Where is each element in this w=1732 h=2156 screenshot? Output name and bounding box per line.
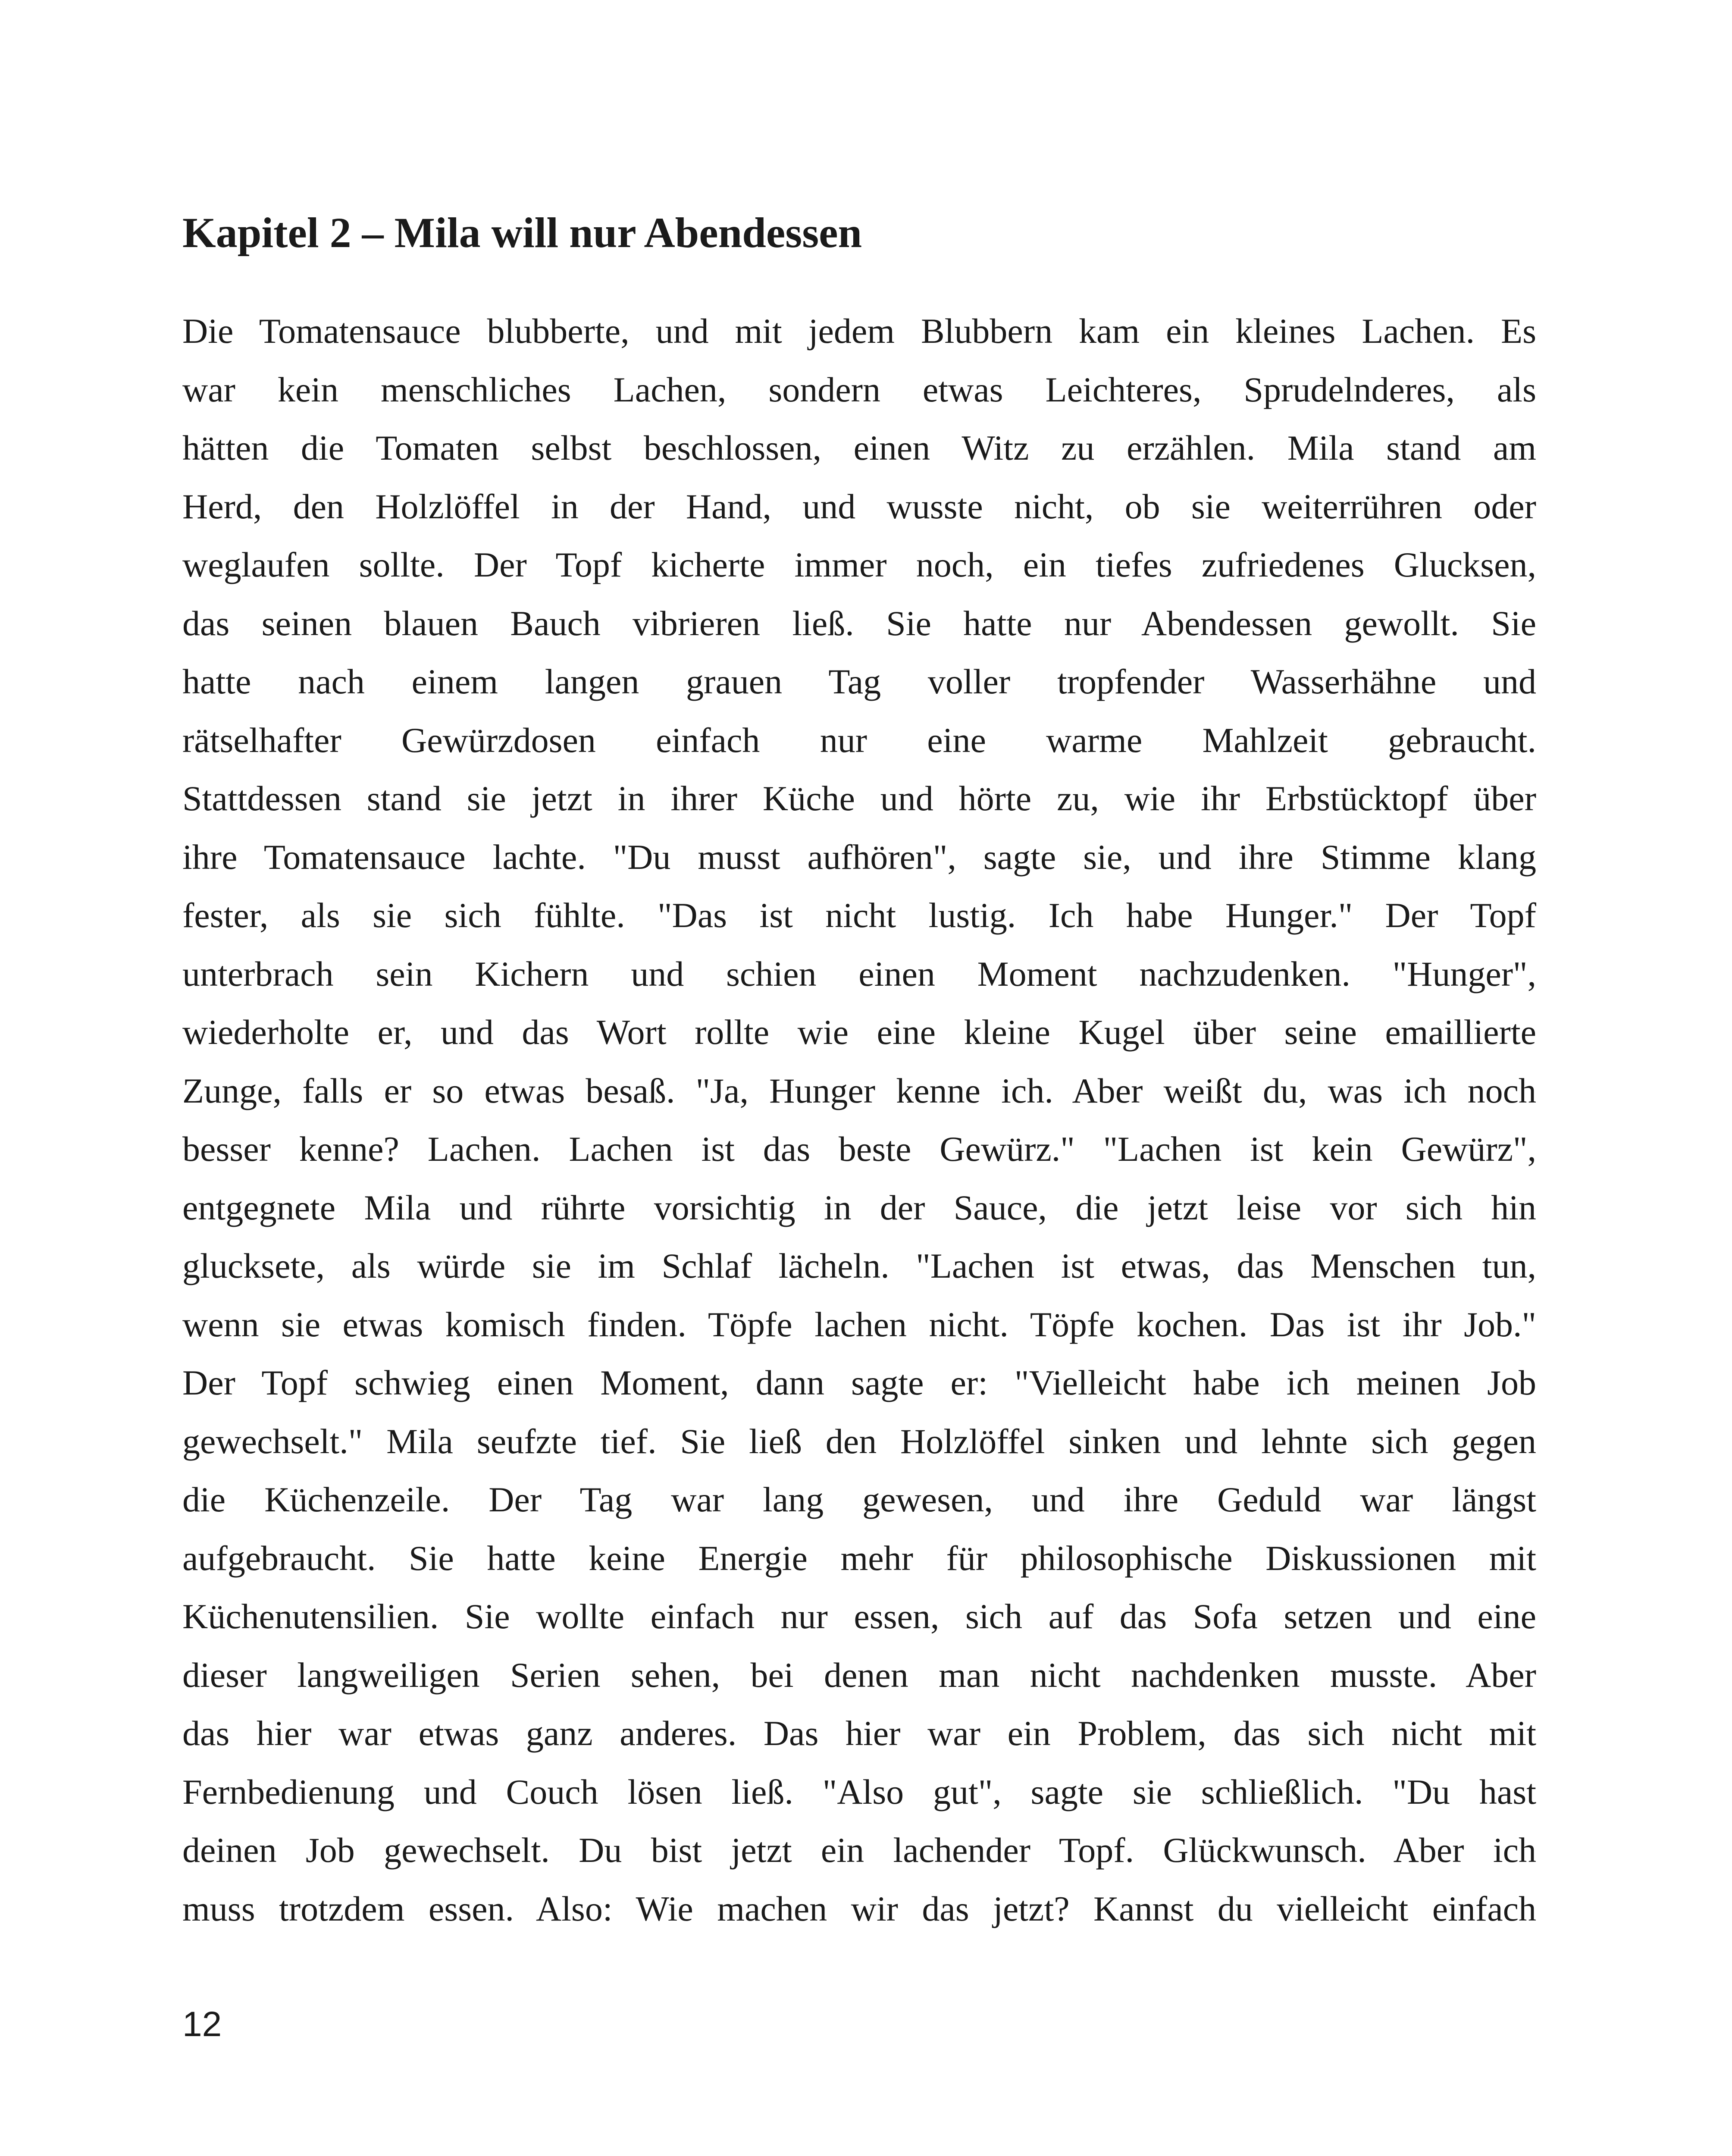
text-line: Fernbedienung und Couch lösen ließ. "Also gut", sagte sie schließlich. "Du hast <box>182 1772 1536 1811</box>
text-line: aufgebraucht. Sie hatte keine Energie mehr für philosophische Diskussionen mit <box>182 1538 1536 1578</box>
text-line: Herd, den Holzlöffel in der Hand, und wusste nicht, ob sie weiterrühren oder <box>182 486 1536 526</box>
text-line: muss trotzdem essen. Also: Wie machen wir das jetzt? Kannst du vielleicht einfach <box>182 1889 1536 1928</box>
text-line: Stattdessen stand sie jetzt in ihrer Küche und hörte zu, wie ihr Erbstücktopf über <box>182 779 1536 818</box>
text-line: Küchenutensilien. Sie wollte einfach nur essen, sich auf das Sofa setzen und eine <box>182 1597 1536 1636</box>
text-line: war kein menschliches Lachen, sondern etwas Leichteres, Sprudelnderes, als <box>182 370 1536 409</box>
text-line: dieser langweiligen Serien sehen, bei denen man nicht nachdenken musste. Aber <box>182 1655 1536 1695</box>
text-line: wiederholte er, und das Wort rollte wie eine kleine Kugel über seine emaillierte <box>182 1012 1536 1052</box>
text-line: das seinen blauen Bauch vibrieren ließ. Sie hatte nur Abendessen gewollt. Sie <box>182 603 1536 643</box>
text-line: Zunge, falls er so etwas besaß. "Ja, Hunger kenne ich. Aber weißt du, was ich noch <box>182 1071 1536 1110</box>
text-line: ihre Tomatensauce lachte. "Du musst aufhören", sagte sie, und ihre Stimme klang <box>182 837 1536 877</box>
text-line: glucksete, als würde sie im Schlaf lächeln. "Lachen ist etwas, das Menschen tun, <box>182 1246 1536 1285</box>
text-line: das hier war etwas ganz anderes. Das hier war ein Problem, das sich nicht mit <box>182 1714 1536 1753</box>
text-line: Der Topf schwieg einen Moment, dann sagte er: "Vielleicht habe ich meinen Job <box>182 1363 1536 1402</box>
text-line: Die Tomatensauce blubberte, und mit jedem Blubbern kam ein kleines Lachen. Es <box>182 311 1536 351</box>
text-line: unterbrach sein Kichern und schien einen Moment nachzudenken. "Hunger", <box>182 954 1536 993</box>
text-line: hatte nach einem langen grauen Tag voller tropfender Wasserhähne und <box>182 662 1536 701</box>
text-line: weglaufen sollte. Der Topf kicherte immer noch, ein tiefes zufriedenes Glucksen, <box>182 545 1536 584</box>
text-line: rätselhafter Gewürzdosen einfach nur eine warme Mahlzeit gebraucht. <box>182 720 1536 760</box>
text-line: besser kenne? Lachen. Lachen ist das beste Gewürz." "Lachen ist kein Gewürz", <box>182 1129 1536 1169</box>
text-line: deinen Job gewechselt. Du bist jetzt ein lachender Topf. Glückwunsch. Aber ich <box>182 1830 1536 1870</box>
page-number: 12 <box>182 2005 222 2044</box>
body-text <box>182 302 1536 1938</box>
text-line: die Küchenzeile. Der Tag war lang gewesen, und ihre Geduld war längst <box>182 1480 1536 1519</box>
text-line: fester, als sie sich fühlte. "Das ist nicht lustig. Ich habe Hunger." Der Topf <box>182 896 1536 935</box>
chapter-title: Kapitel 2 – Mila will nur Abendessen <box>182 209 862 257</box>
text-line: hätten die Tomaten selbst beschlossen, einen Witz zu erzählen. Mila stand am <box>182 428 1536 467</box>
text-line: entgegnete Mila und rührte vorsichtig in der Sauce, die jetzt leise vor sich hin <box>182 1188 1536 1227</box>
text-line: gewechselt." Mila seufzte tief. Sie ließ den Holzlöffel sinken und lehnte sich gegen <box>182 1421 1536 1461</box>
text-line: wenn sie etwas komisch finden. Töpfe lachen nicht. Töpfe kochen. Das ist ihr Job." <box>182 1304 1536 1344</box>
